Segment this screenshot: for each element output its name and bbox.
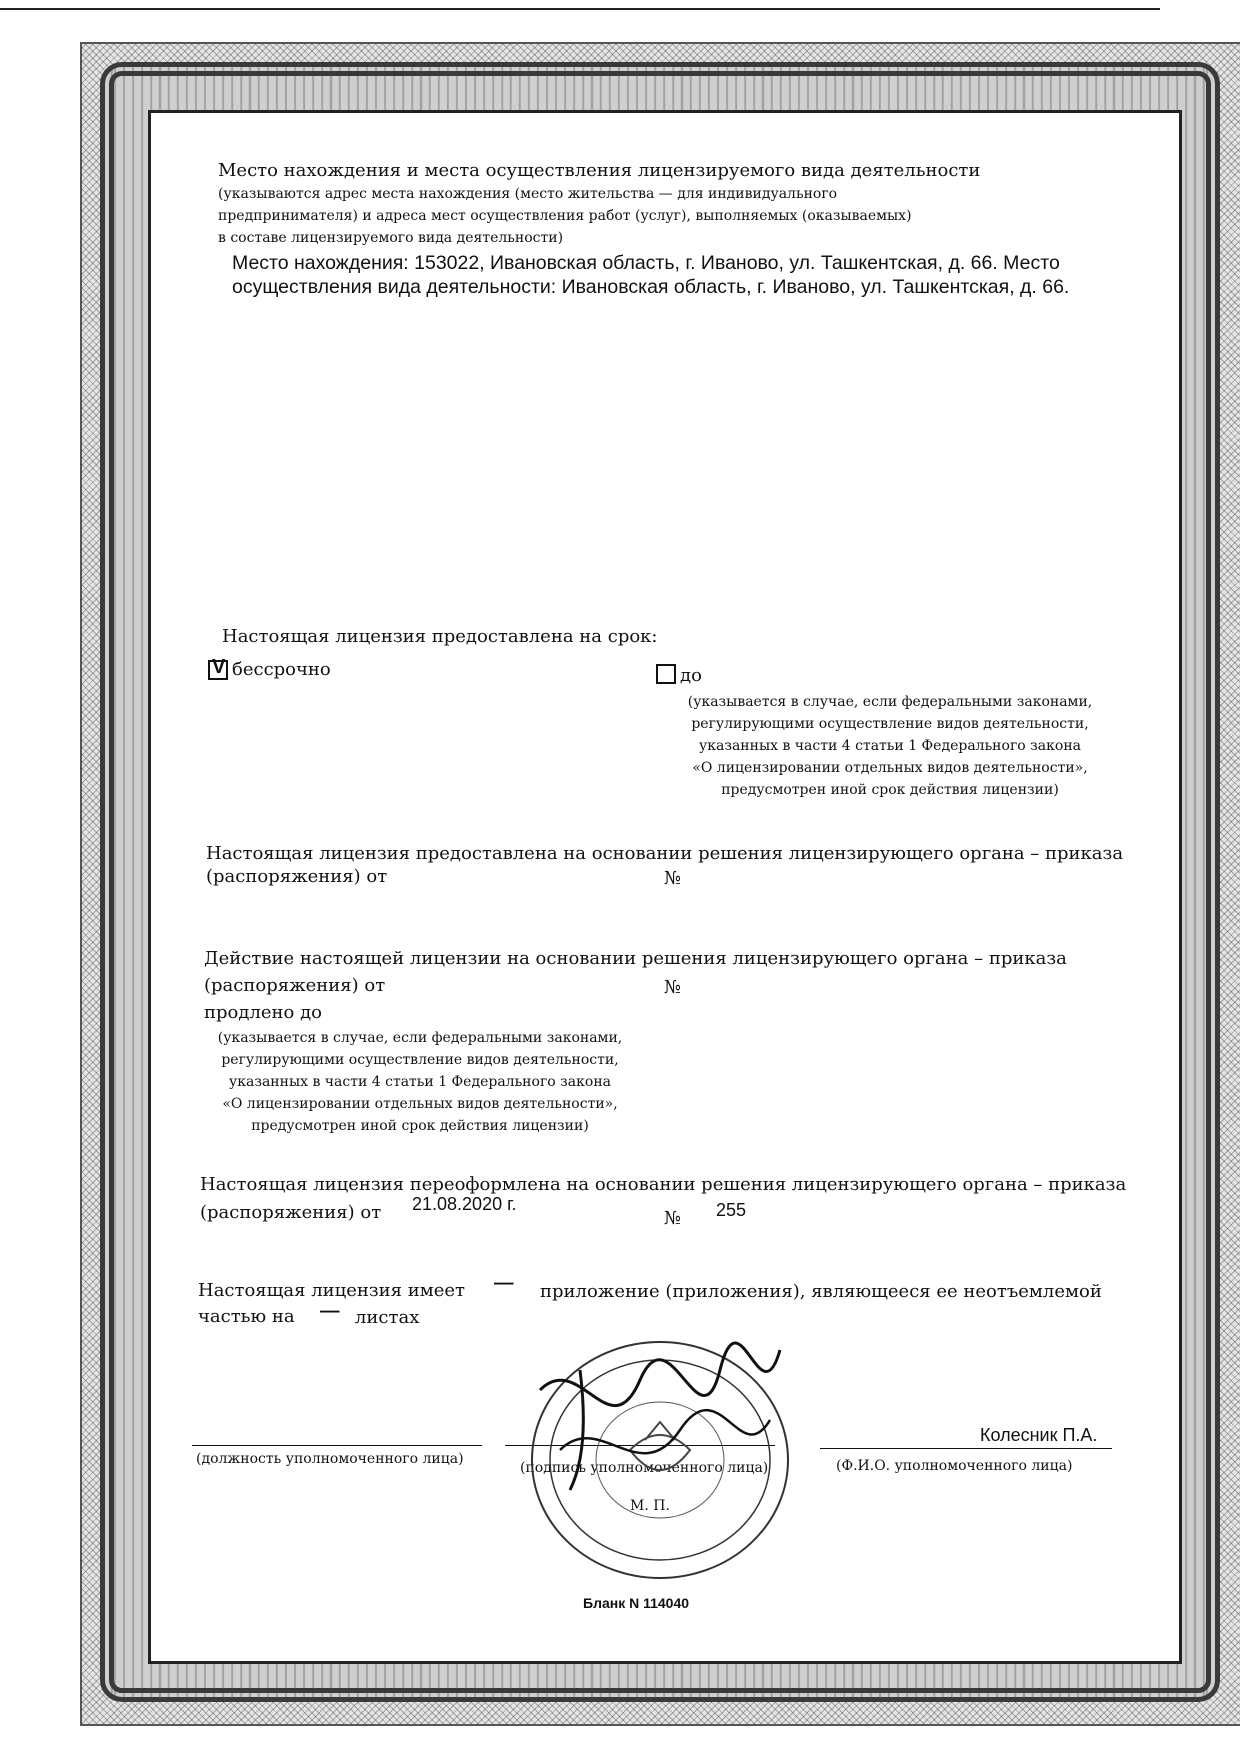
appendix-line-2-suffix: листах (355, 1307, 420, 1328)
appendix-count: — (494, 1272, 514, 1294)
name-caption: (Ф.И.О. уполномоченного лица) (836, 1458, 1073, 1474)
location-heading: Место нахождения и места осуществления лицензируемого вида деятельности (218, 160, 981, 181)
term-hint-line-5: предусмотрен иной срок действия лицензии) (721, 782, 1059, 798)
seal-graphic (520, 1330, 810, 1590)
check-mark-icon: V (212, 656, 226, 678)
indefinite-checkbox[interactable] (208, 656, 228, 680)
extended-hint-line-1: (указывается в случае, если федеральными законами, (217, 1030, 623, 1046)
term-hint-line-2: регулирующими осуществление видов деятельности, (691, 716, 1089, 732)
extended-until-label: продлено до (204, 1002, 323, 1023)
location-value-line-1: Место нахождения: 153022, Ивановская область, г. Иваново, ул. Ташкентская, д. 66. Место (232, 252, 1060, 274)
official-seal (520, 1330, 810, 1594)
location-hint-line-1: (указываются адрес места нахождения (место жительства — для индивидуального (218, 186, 838, 202)
appendix-sheets: — (320, 1300, 340, 1322)
appendix-line-2-prefix: частью на (198, 1306, 295, 1327)
location-value-line-2: осуществления вида деятельности: Ивановская область, г. Иваново, ул. Ташкентская, д. 66. (232, 276, 1070, 298)
term-hint-line-1: (указывается в случае, если федеральными законами, (687, 694, 1093, 710)
extended-line-1: Действие настоящей лицензии на основании решения лицензирующего органа – приказа (204, 948, 1067, 969)
reissued-line-2: (распоряжения) от (200, 1202, 382, 1223)
indefinite-option-label: бессрочно (232, 659, 331, 680)
position-caption: (должность уполномоченного лица) (196, 1451, 464, 1467)
location-hint-line-2: предпринимателя) и адреса мест осуществления работ (услуг), выполняемых (оказываемых) (218, 208, 912, 224)
extended-hint-line-4: «О лицензировании отдельных видов деятельности», (222, 1096, 618, 1112)
position-rule (192, 1445, 482, 1446)
term-hint-line-3: указанных в части 4 статьи 1 Федерального закона (698, 738, 1081, 754)
extended-number-label: № (664, 977, 682, 998)
appendix-line-1-suffix: приложение (приложения), являющееся ее неотъемлемой (540, 1281, 1102, 1302)
until-checkbox[interactable] (656, 664, 676, 684)
location-hint-line-3: в составе лицензируемого вида деятельности) (218, 230, 564, 246)
term-label: Настоящая лицензия предоставлена на срок: (222, 626, 658, 647)
blank-number: Бланк N 114040 (583, 1595, 690, 1611)
reissued-date: 21.08.2020 г. (412, 1194, 517, 1214)
extended-hint-line-3: указанных в части 4 статьи 1 Федерального закона (228, 1074, 611, 1090)
reissued-line-1: Настоящая лицензия переоформлена на основании решения лицензирующего органа – приказа (200, 1174, 1127, 1195)
top-edge-line (0, 8, 1160, 10)
granted-line-1: Настоящая лицензия предоставлена на основании решения лицензирующего органа – приказа (206, 843, 1124, 864)
reissued-number: 255 (716, 1200, 747, 1220)
granted-line-2: (распоряжения) от (206, 866, 388, 887)
extended-line-2: (распоряжения) от (204, 975, 386, 996)
until-option-label: до (680, 665, 702, 686)
stamp-mark: М. П. (630, 1498, 670, 1514)
name-rule (820, 1448, 1112, 1449)
signer-name: Колесник П.А. (980, 1425, 1098, 1445)
extended-hint-line-5: предусмотрен иной срок действия лицензии) (251, 1118, 589, 1134)
appendix-line-1-prefix: Настоящая лицензия имеет (198, 1280, 466, 1301)
reissued-number-label: № (664, 1208, 682, 1229)
signature-caption: (подпись уполномоченного лица) (520, 1460, 769, 1476)
term-hint-line-4: «О лицензировании отдельных видов деятельности», (692, 760, 1088, 776)
extended-hint-line-2: регулирующими осуществление видов деятельности, (221, 1052, 619, 1068)
granted-number-label: № (664, 868, 682, 889)
